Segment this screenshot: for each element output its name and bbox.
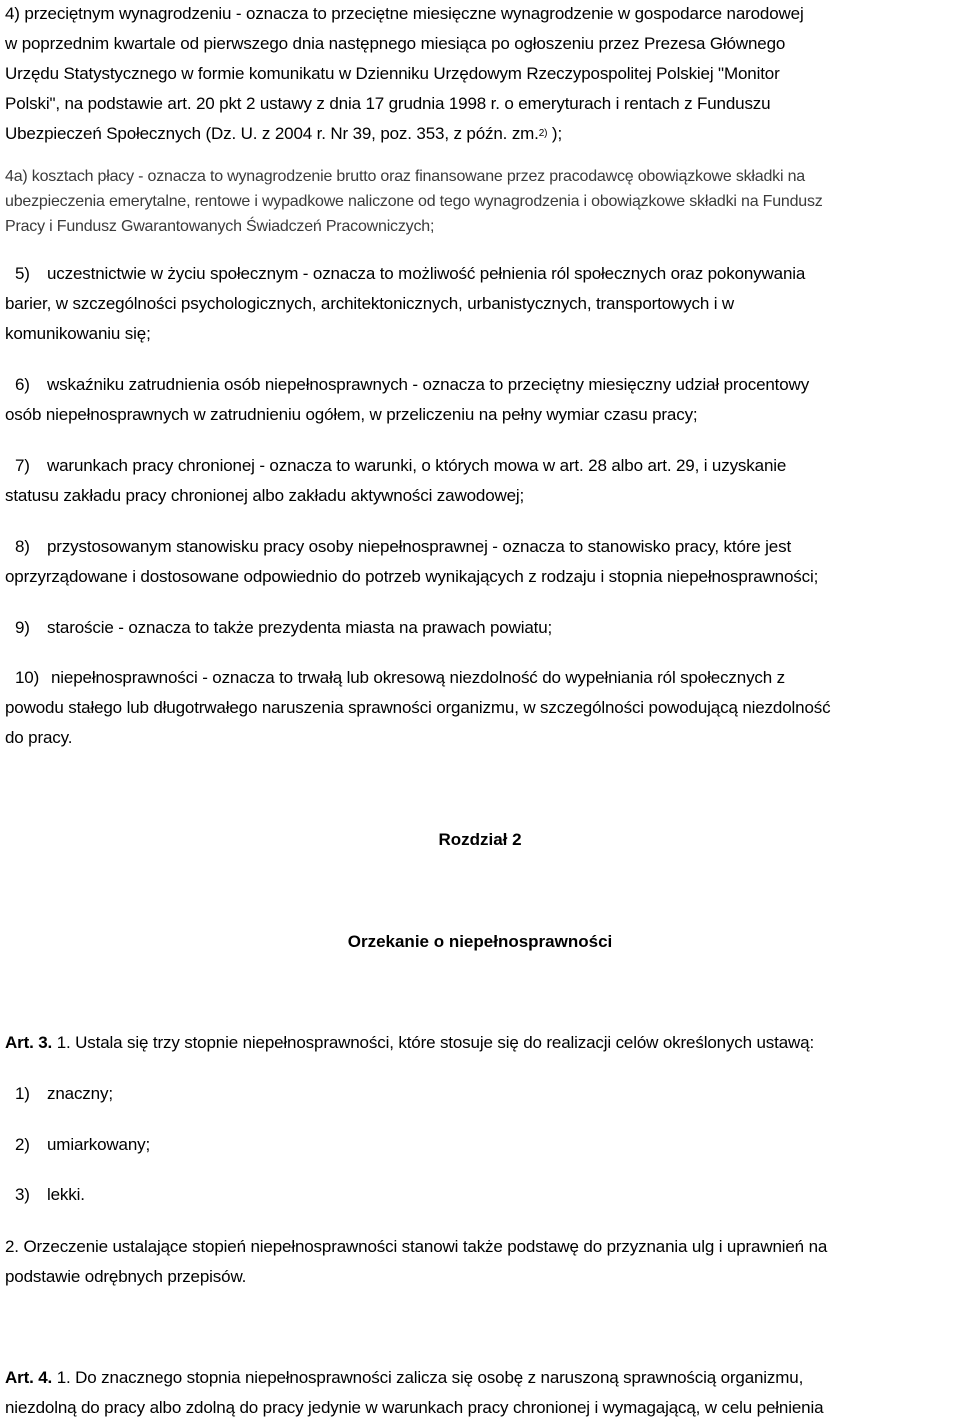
item-number: 6) [15,375,30,394]
text-line: podstawie odrębnych przepisów. [5,1267,247,1286]
text-line [5,613,957,643]
list-item [5,1180,957,1210]
text-line: barier, w szczególności psychologicznych, architektonicznych, urbanistycznych, transportowych i w [5,294,735,313]
definition-item-5 [5,259,957,349]
text-line: Polski", na podstawie art. 20 pkt 2 ustawy z dnia 17 grudnia 1998 r. o emeryturach i rentach z Funduszu [5,94,771,113]
definition-item-8 [5,532,957,592]
text-segment: Ubezpieczeń Społecznych (Dz. U. z 2004 r. Nr 39, poz. 353, z późn. zm. [5,124,539,143]
definition-item-6 [5,370,957,430]
article-3-paragraph-1 [5,1028,957,1058]
text-line: komunikowaniu się; [5,324,151,343]
text-segment: staroście - oznacza to także prezydenta miasta na prawach powiatu; [47,618,553,637]
text-segment: przystosowanym stanowisku pracy osoby niepełnosprawnej - oznacza to stanowisko pracy, które jest [47,537,792,556]
text-segment: ); [547,124,563,143]
text-line [5,1363,957,1393]
text-segment: niepełnosprawności - oznacza to trwałą lub okresową niezdolność do wypełniania ról społecznych z [51,668,786,687]
article-3-paragraph-2 [5,1232,957,1292]
definition-item-4 [5,0,957,149]
item-number: 5) [15,264,30,283]
list-item [5,1130,957,1160]
text-line: niezdolną do pracy albo zdolną do pracy jedynie w warunkach pracy chronionej i wymagającą, w celu pełnienia [5,1398,824,1417]
text-line [5,1130,957,1160]
text-line: statusu zakładu pracy chronionej albo zakładu aktywności zawodowej; [5,486,525,505]
item-number: 8) [15,537,30,556]
text-line: Urzędu Statystycznego w formie komunikatu w Dzienniku Urzędowym Rzeczypospolitej Polskiej "Monitor [5,64,780,83]
chapter-subtitle: Orzekanie o niepełnosprawności [347,932,613,951]
text-line: osób niepełnosprawnych w zatrudnieniu ogółem, w przeliczeniu na pełny wymiar czasu pracy; [5,405,698,424]
item-number: 10) [15,668,40,687]
text-line [5,1180,957,1210]
definition-item-4a [5,164,957,239]
text-line: Pracy i Fundusz Gwarantowanych Świadczeń Pracowniczych; [5,218,435,235]
text-line: do pracy. [5,728,73,747]
text-line [5,451,957,481]
text-segment: 1. Do znacznego stopnia niepełnosprawności zalicza się osobę z naruszoną sprawnością organizmu, [52,1368,804,1387]
text-line: powodu stałego lub długotrwałego naruszenia sprawności organizmu, w szczególności powodującą niezdolność [5,698,831,717]
text-line [5,119,957,149]
list-item-text: znaczny; [47,1084,113,1103]
text-line [5,370,957,400]
text-line: 2. Orzeczenie ustalające stopień niepełnosprawności stanowi także podstawę do przyznania ulg i uprawnień na [5,1237,828,1256]
text-line: ubezpieczenia emerytalne, rentowe i wypadkowe naliczone od tego wynagrodzenia i obowiązkowe składki na Fundusz [5,193,823,210]
definition-item-10 [5,663,957,753]
footnote-marker[interactable]: 2) [538,128,548,139]
text-line: oprzyrządowane i dostosowane odpowiednio do potrzeb wynikających z rodzaju i stopnia niepełnosprawności; [5,567,819,586]
definition-item-7 [5,451,957,511]
text-line [5,1079,957,1109]
text-segment: 1. Ustala się trzy stopnie niepełnosprawności, które stosuje się do realizacji celów określonych ustawą: [52,1033,815,1052]
text-line [5,663,957,693]
article-label: Art. 4. [5,1368,53,1387]
item-number: 2) [15,1135,30,1154]
list-item-text: lekki. [47,1185,85,1204]
text-line: w poprzednim kwartale od pierwszego dnia następnego miesiąca po ogłoszeniu przez Prezesa Głównego [5,34,786,53]
definition-item-9 [5,613,957,643]
item-number: 7) [15,456,30,475]
text-line [5,259,957,289]
item-number: 3) [15,1185,30,1204]
list-item-text: umiarkowany; [47,1135,151,1154]
text-line: 4) przeciętnym wynagrodzeniu - oznacza to przeciętne miesięczne wynagrodzenie w gospodarce narodowej [5,4,804,23]
text-segment: wskaźniku zatrudnienia osób niepełnosprawnych - oznacza to przeciętny miesięczny udział procentowy [47,375,810,394]
article-label: Art. 3. [5,1033,53,1052]
item-number: 9) [15,618,30,637]
text-segment: uczestnictwie w życiu społecznym - oznacza to możliwość pełnienia ról społecznych oraz pokonywania [47,264,806,283]
item-number: 1) [15,1084,30,1103]
text-line: 4a) kosztach płacy - oznacza to wynagrodzenie brutto oraz finansowane przez pracodawcę obowiązkowe składki na [5,168,805,185]
list-item [5,1079,957,1109]
article-4-paragraph-1 [5,1363,957,1423]
text-segment: warunkach pracy chronionej - oznacza to warunki, o których mowa w art. 28 albo art. 29, i uzyskanie [47,456,787,475]
text-line [5,1028,957,1058]
text-line [5,532,957,562]
chapter-title: Rozdział 2 [438,830,522,849]
